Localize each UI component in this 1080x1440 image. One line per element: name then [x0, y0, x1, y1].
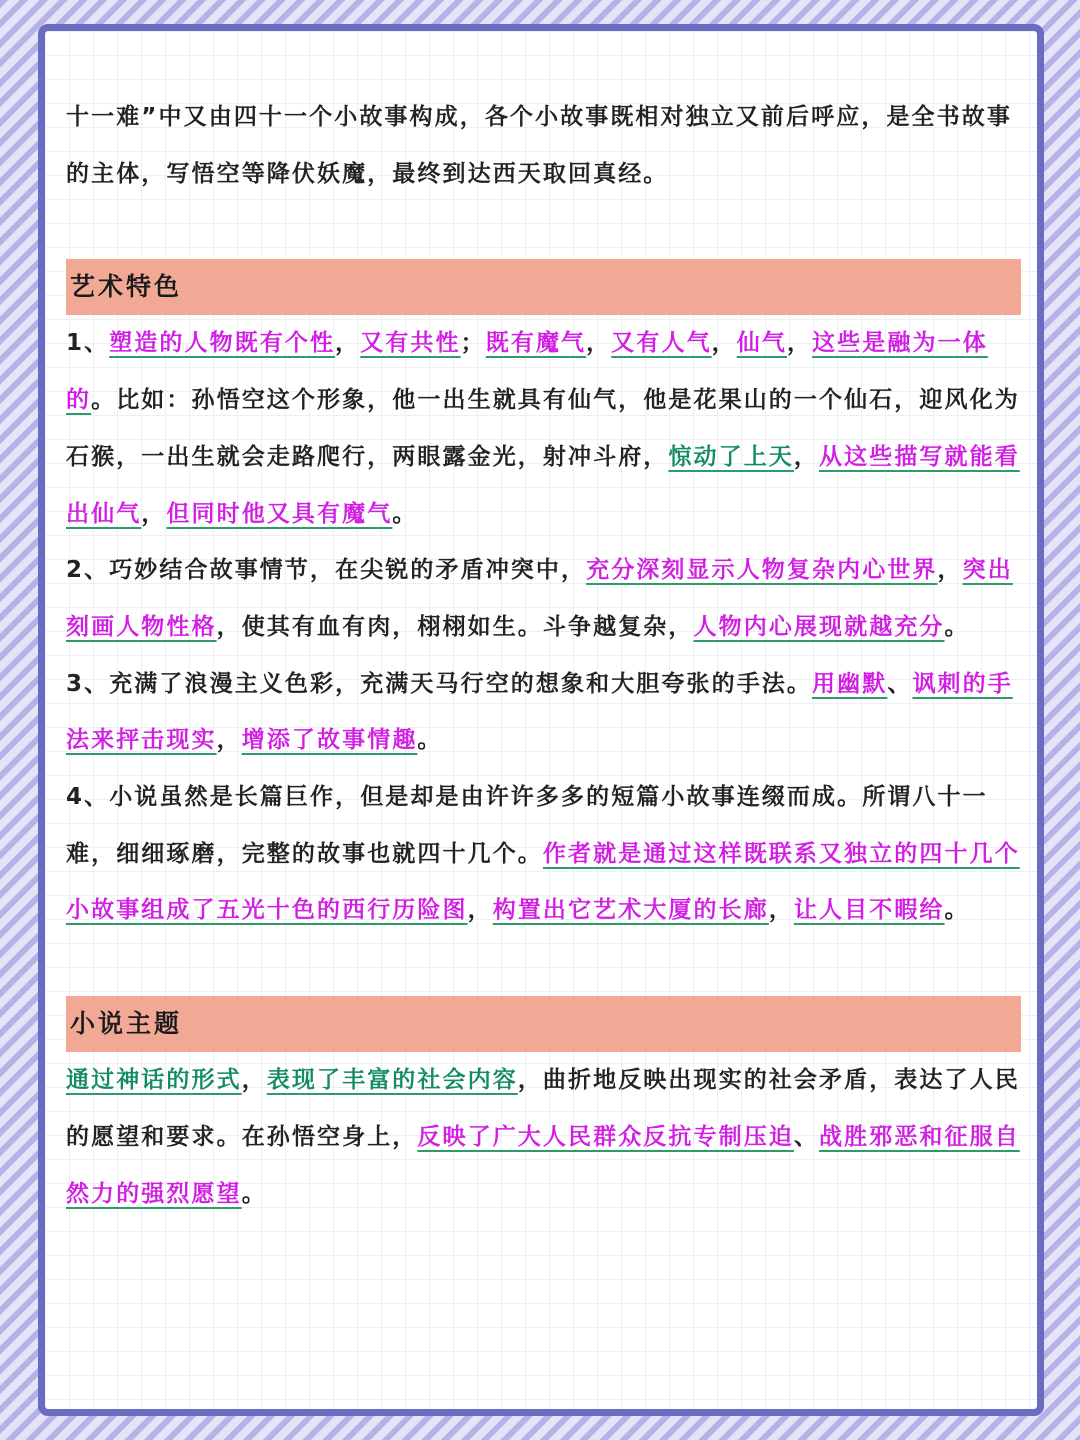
highlight-text: 突出刻画人物性格 [66, 557, 1013, 640]
text-span: 。 [241, 1180, 267, 1207]
highlight-text: 这些是融为一体的 [66, 330, 988, 414]
section-heading-theme: 小说主题 [66, 996, 1021, 1052]
art-paragraph-4 [66, 769, 1021, 939]
text-span: 。 [417, 727, 443, 754]
text-span: 2、巧妙结合故事情节，在尖锐的矛盾冲突中， [66, 557, 587, 584]
highlight-text: 充分深刻显示人物复杂内心世界 [586, 557, 938, 584]
highlight-text: 但同时他又具有魔气 [166, 500, 393, 527]
text-span: ， [216, 727, 242, 754]
note-content [66, 89, 1021, 1222]
highlight-text: 人物内心展现就越充分 [693, 613, 945, 640]
text-span: ， [335, 330, 361, 357]
highlight-text: 战胜邪恶和征服自然力的强烈愿望 [66, 1123, 1020, 1207]
highlight-text: 增添了故事情趣 [241, 727, 418, 754]
text-span: ， [241, 1067, 267, 1094]
highlight-text: 又有人气 [611, 330, 712, 357]
text-span: ， [768, 897, 794, 924]
text-span: 。比如：孙悟空这个形象，他一出生就具有仙气，他是花果山的一个仙石，迎风化为石猴，一出生就会走路爬行，两眼露金光，射冲斗府， [66, 387, 1020, 470]
art-paragraph-3 [66, 656, 1021, 769]
highlight-text: 讽刺的手法来抨击现实 [66, 670, 1013, 754]
note-card [38, 24, 1044, 1416]
highlight-text: 从这些描写就能看出仙气 [66, 443, 1020, 527]
highlight-text: 塑造的人物既有个性 [109, 330, 336, 357]
text-span: ， [711, 330, 737, 357]
highlight-text: 又有共性 [360, 330, 461, 357]
text-span: ； [460, 330, 486, 357]
highlight-text: 仙气 [736, 330, 787, 357]
intro-paragraph [66, 89, 1021, 202]
art-paragraph-2 [66, 542, 1021, 655]
highlight-text: 惊动了上天 [668, 443, 794, 470]
highlight-text: 让人目不暇给 [793, 897, 945, 924]
section-heading-art: 艺术特色 [66, 259, 1021, 315]
highlight-text: 表现了丰富的社会内容 [266, 1067, 518, 1094]
text-span: ，曲折地反映出现实的社会矛盾，表达了人民的愿望和要求。在孙悟空身上， [66, 1067, 1020, 1150]
text-span: 。 [944, 613, 970, 640]
highlight-text: 用幽默 [812, 670, 888, 697]
text-span: ， [467, 897, 493, 924]
text-span: 3、充满了浪漫主义色彩，充满天马行空的想象和大胆夸张的手法。 [66, 670, 813, 697]
highlight-text: 既有魔气 [485, 330, 587, 357]
text-span: 4、小说虽然是长篇巨作，但是却是由许许多多的短篇小故事连缀而成。所谓八十一难，细细琢磨，完整的故事也就四十几个。 [66, 784, 988, 867]
text-span: ， [586, 330, 612, 357]
highlight-text: 通过神话的形式 [66, 1067, 242, 1094]
text-span: 1、 [66, 330, 110, 357]
art-paragraph-1 [66, 315, 1021, 542]
highlight-text: 作者就是通过这样既联系又独立的四十几个小故事组成了五光十色的西行历险图 [66, 840, 1020, 924]
text-span: ， [141, 500, 167, 527]
intro-text: 十一难”中又由四十一个小故事构成，各个小故事既相对独立又前后呼应，是全书故事的主体，写悟空等降伏妖魔，最终到达西天取回真经。 [66, 104, 1012, 187]
text-span: 。 [392, 500, 418, 527]
theme-paragraph [66, 1052, 1021, 1222]
highlight-text: 反映了广大人民群众反抗专制压迫 [417, 1123, 794, 1150]
text-span: 、 [793, 1123, 820, 1150]
text-span: ， [786, 330, 813, 357]
text-span: 、 [887, 670, 913, 697]
text-span: 。 [944, 897, 970, 924]
text-span: ，使其有血有肉，栩栩如生。斗争越复杂， [216, 613, 694, 640]
text-span: ， [937, 557, 963, 584]
highlight-text: 构置出它艺术大厦的长廊 [492, 897, 769, 924]
text-span: ， [793, 443, 820, 470]
